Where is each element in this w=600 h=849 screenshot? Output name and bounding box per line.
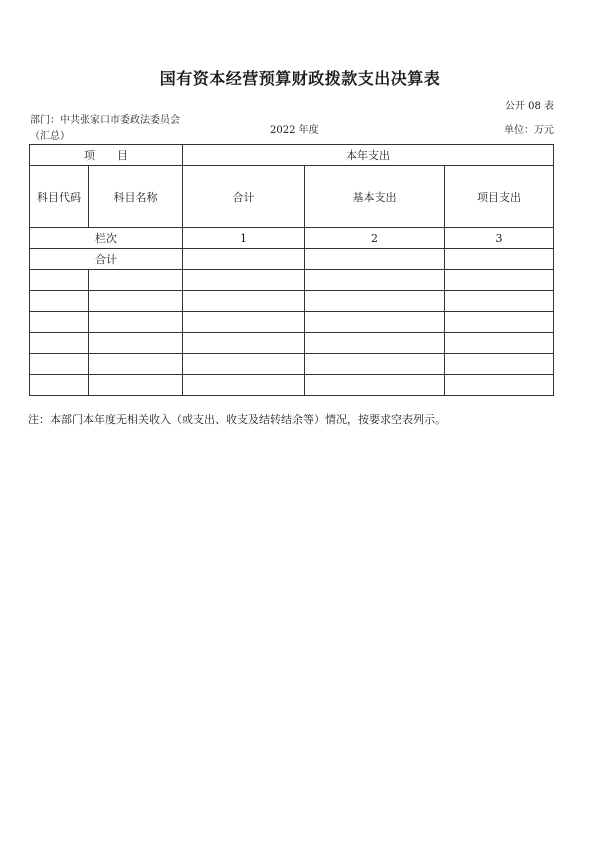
- fiscal-year: 2022 年度: [270, 125, 319, 136]
- table-cell: [30, 354, 89, 375]
- table-cell: [445, 249, 554, 270]
- row-index-1: 1: [183, 228, 305, 249]
- table-cell: [30, 312, 89, 333]
- currency-unit: 单位：万元: [504, 125, 554, 136]
- table-cell: [183, 291, 305, 312]
- table-cell: [445, 354, 554, 375]
- table-row: [30, 333, 554, 354]
- table-row: [30, 312, 554, 333]
- table-cell: [30, 375, 89, 396]
- table-cell: [305, 291, 445, 312]
- table-cell: [89, 312, 183, 333]
- col-project-expenditure: 项目支出: [445, 166, 554, 228]
- footnote: 注：本部门本年度无相关收入（或支出、收支及结转结余等）情况，按要求空表列示。: [28, 413, 446, 426]
- table-subheader-row: [30, 166, 554, 228]
- col-total: 合计: [183, 166, 305, 228]
- table-cell: [305, 249, 445, 270]
- table-cell: [30, 291, 89, 312]
- table-cell: [305, 270, 445, 291]
- table-cell: [183, 333, 305, 354]
- table-cell: [89, 354, 183, 375]
- table-row: [30, 270, 554, 291]
- header-current-year: 本年支出: [183, 145, 554, 166]
- table-cell: [89, 291, 183, 312]
- table-cell: [445, 312, 554, 333]
- table-row: [30, 375, 554, 396]
- row-index-label: 栏次: [30, 228, 183, 249]
- department-name: 中共张家口市委政法委员会: [60, 115, 180, 126]
- table-row: [30, 354, 554, 375]
- table-cell: [183, 312, 305, 333]
- department-label: 部门：: [30, 115, 60, 126]
- table-cell: [183, 270, 305, 291]
- table-cell: [30, 333, 89, 354]
- table-cell: [305, 333, 445, 354]
- table-cell: [183, 354, 305, 375]
- row-index: [30, 228, 554, 249]
- table-cell: [305, 312, 445, 333]
- expenditure-table: [29, 144, 554, 396]
- table-cell: [89, 270, 183, 291]
- row-total-label: 合计: [30, 249, 183, 270]
- col-basic-expenditure: 基本支出: [305, 166, 445, 228]
- table-cell: [183, 249, 305, 270]
- form-number: 公开 08 表: [504, 101, 554, 112]
- col-subject-code: 科目代码: [30, 166, 89, 228]
- row-index-2: 2: [305, 228, 445, 249]
- col-subject-name: 科目名称: [89, 166, 183, 228]
- table-cell: [445, 291, 554, 312]
- table-cell: [89, 375, 183, 396]
- department-note: （汇总）: [30, 131, 70, 142]
- table-cell: [305, 375, 445, 396]
- table-cell: [445, 375, 554, 396]
- table-cell: [30, 270, 89, 291]
- row-total: [30, 249, 554, 270]
- department-info: [30, 113, 210, 145]
- page-title: 国有资本经营预算财政拨款支出决算表: [159, 69, 441, 88]
- table-row: [30, 291, 554, 312]
- table-cell: [445, 333, 554, 354]
- table-cell: [305, 354, 445, 375]
- row-index-3: 3: [445, 228, 554, 249]
- table-header-row: [30, 145, 554, 166]
- table-cell: [183, 375, 305, 396]
- table-cell: [89, 333, 183, 354]
- header-item: 项 目: [30, 145, 183, 166]
- table-cell: [445, 270, 554, 291]
